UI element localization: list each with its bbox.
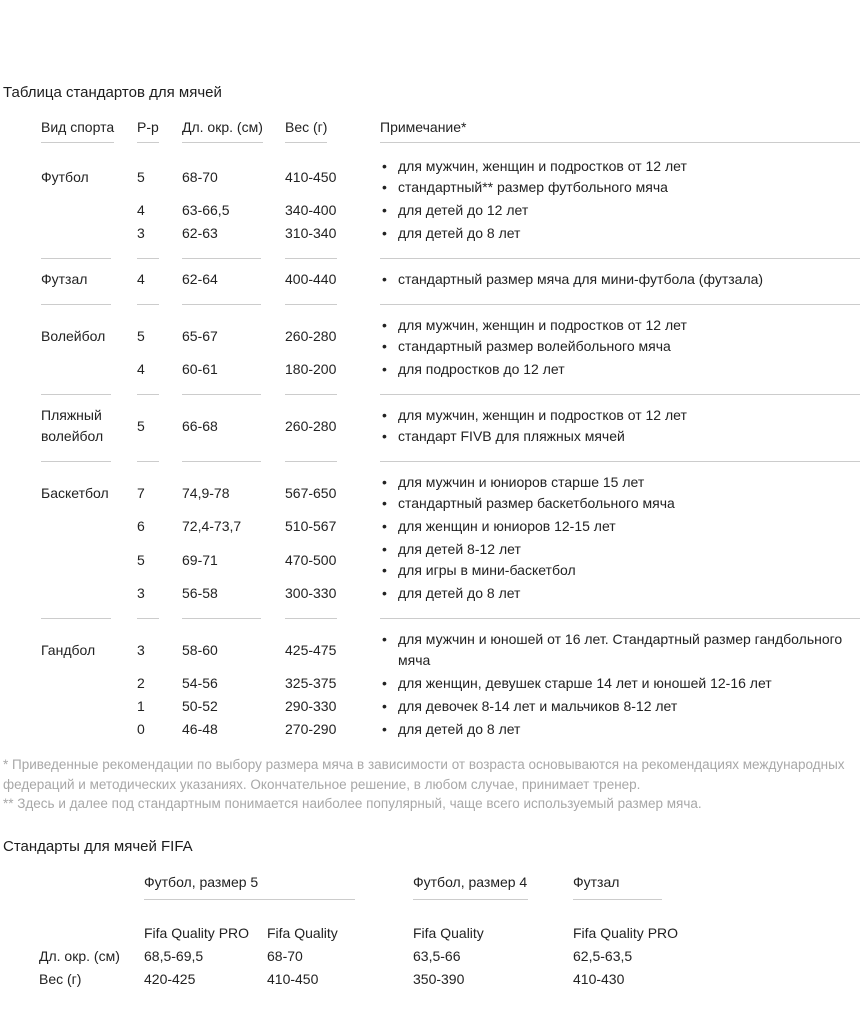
note-item: • для игры в мини-баскетбол: [380, 560, 860, 581]
table-row: [41, 672, 860, 695]
size-cell: 3: [137, 641, 145, 658]
fifa-grade-row: [39, 922, 868, 945]
separator-cell: [137, 618, 182, 619]
fifa-value-cell: 420-425: [144, 970, 196, 987]
note-item: • для детей до 8 лет: [380, 719, 860, 740]
note-item: • стандартный размер мяча для мини-футбола (футзала): [380, 269, 860, 290]
notes-cell: [380, 200, 860, 221]
separator-cell: [137, 394, 182, 395]
size-cell: 3: [137, 585, 145, 601]
table-row: [41, 695, 860, 718]
notes-cell: [380, 673, 860, 694]
table-row: [41, 155, 860, 199]
separator-line: [285, 618, 337, 619]
note-item: • для детей до 8 лет: [380, 583, 860, 604]
separator-cell: [137, 461, 182, 462]
table-row: [41, 718, 860, 741]
notes-list: [380, 629, 860, 671]
fifa-standards-table: [39, 872, 868, 991]
note-item: • стандартный размер волейбольного мяча: [380, 336, 860, 357]
notes-cell: [380, 516, 860, 537]
circumference-cell: 74,9-78: [182, 484, 230, 501]
fifa-weight-row: [39, 968, 868, 991]
separator-cell: [380, 258, 860, 259]
header-sport-cell: [41, 117, 137, 143]
standards-table-body: [41, 155, 860, 741]
separator-line: [41, 461, 111, 462]
footnotes-block: [3, 755, 868, 814]
separator-cell: [137, 304, 182, 305]
weight-cell: 310-340: [285, 225, 337, 241]
note-item: • для подростков до 12 лет: [380, 359, 860, 380]
note-item: • для мужчин и юношей от 16 лет. Стандартный размер гандбольного мяча: [380, 629, 860, 671]
size-cell: 5: [137, 168, 145, 185]
notes-list: [380, 223, 860, 244]
circumference-cell: 62-63: [182, 225, 218, 241]
notes-cell: [380, 539, 860, 581]
separator-line: [380, 618, 860, 619]
separator-line: [41, 304, 111, 305]
notes-list: [380, 539, 860, 581]
separator-cell: [380, 461, 860, 462]
notes-list: [380, 200, 860, 221]
footnote-1-line-1: * Приведенные рекомендации по выбору размера мяча в зависимости от возраста основываются на рекомендациях международных: [3, 757, 845, 772]
circumference-cell: 62-64: [182, 271, 218, 287]
fifa-row-label: Дл. окр. (см): [39, 947, 120, 964]
fifa-grade-cell: Fifa Quality PRO: [573, 924, 679, 941]
note-item: • стандартный** размер футбольного мяча: [380, 177, 860, 198]
sport-cell: Волейбол: [41, 327, 106, 344]
fifa-value-cell: 68,5-69,5: [144, 947, 204, 964]
notes-cell: [380, 629, 860, 671]
weight-cell: 260-280: [285, 417, 337, 434]
separator-line: [137, 618, 159, 619]
size-cell: 7: [137, 484, 145, 501]
sport-cell: Футзал: [41, 271, 88, 287]
group-separator: [41, 304, 860, 305]
notes-cell: [380, 269, 860, 290]
size-cell: 4: [137, 271, 145, 287]
separator-cell: [41, 618, 137, 619]
group-separator: [41, 258, 860, 259]
separator-cell: [182, 394, 285, 395]
notes-list: [380, 405, 860, 447]
separator-cell: [182, 618, 285, 619]
separator-line: [380, 394, 860, 395]
note-item: • для мужчин, женщин и подростков от 12 лет: [380, 156, 860, 177]
header-circumference-cell: [182, 117, 285, 143]
weight-cell: 270-290: [285, 721, 337, 737]
header-sport: Вид спорта: [41, 117, 114, 143]
separator-line: [137, 304, 159, 305]
separator-line: [380, 258, 860, 259]
separator-line: [41, 618, 111, 619]
table-row: [41, 515, 860, 538]
table-row: [41, 471, 860, 515]
weight-cell: 180-200: [285, 361, 337, 377]
separator-cell: [41, 394, 137, 395]
separator-cell: [285, 618, 380, 619]
weight-cell: 567-650: [285, 484, 337, 501]
fifa-value-cell: 410-430: [573, 970, 625, 987]
notes-cell: [380, 719, 860, 740]
separator-line: [41, 394, 111, 395]
notes-list: [380, 673, 860, 694]
notes-list: [380, 516, 860, 537]
group-separator: [41, 394, 860, 395]
weight-cell: 260-280: [285, 327, 337, 344]
footnote-1-line-2: федераций и методических указаниях. Окончательное решение, в любом случае, принимает тренер.: [3, 776, 641, 792]
circumference-cell: 56-58: [182, 585, 218, 601]
separator-cell: [380, 618, 860, 619]
ball-standards-table: [41, 117, 860, 741]
sport-cell: Пляжный волейбол: [41, 407, 104, 444]
header-size: Р-р: [137, 117, 159, 143]
notes-list: [380, 359, 860, 380]
notes-cell: [380, 223, 860, 244]
separator-cell: [41, 304, 137, 305]
circumference-cell: 72,4-73,7: [182, 518, 242, 534]
separator-line: [285, 394, 337, 395]
weight-cell: 410-450: [285, 168, 337, 185]
standards-table-header-row: [41, 117, 860, 143]
separator-cell: [380, 394, 860, 395]
notes-list: [380, 583, 860, 604]
fifa-grade-cell: Fifa Quality: [267, 924, 338, 941]
separator-cell: [182, 258, 285, 259]
separator-line: [285, 461, 337, 462]
separator-line: [285, 258, 337, 259]
separator-cell: [285, 258, 380, 259]
sport-cell: Гандбол: [41, 641, 96, 658]
notes-cell: [380, 315, 860, 357]
note-item: • стандартный размер баскетбольного мяча: [380, 493, 860, 514]
fifa-group-label: Футбол, размер 4: [413, 872, 528, 900]
note-item: • для девочек 8-14 лет и мальчиков 8-12 лет: [380, 696, 860, 717]
separator-line: [182, 461, 261, 462]
table-row: [41, 314, 860, 358]
size-cell: 5: [137, 417, 145, 434]
notes-cell: [380, 359, 860, 380]
header-note: Примечание*: [380, 117, 860, 143]
group-separator: [41, 618, 860, 619]
separator-cell: [285, 461, 380, 462]
note-item: • стандарт FIVB для пляжных мячей: [380, 426, 860, 447]
fifa-value-cell: 62,5-63,5: [573, 947, 633, 964]
notes-cell: [380, 405, 860, 447]
separator-cell: [137, 258, 182, 259]
separator-line: [285, 304, 337, 305]
fifa-group-header-row: [39, 872, 868, 900]
table-row: [41, 404, 860, 448]
fifa-table-title: Стандарты для мячей FIFA: [3, 837, 193, 855]
fifa-value-cell: 410-450: [267, 970, 319, 987]
size-cell: 6: [137, 518, 145, 534]
notes-list: [380, 719, 860, 740]
size-cell: 4: [137, 202, 145, 218]
size-cell: 0: [137, 721, 145, 737]
weight-cell: 325-375: [285, 675, 337, 691]
circumference-cell: 65-67: [182, 327, 218, 344]
separator-line: [41, 258, 111, 259]
header-circumference: Дл. окр. (см): [182, 117, 263, 143]
fifa-group-header-cell: [413, 872, 573, 900]
notes-cell: [380, 583, 860, 604]
table-row: [41, 582, 860, 605]
notes-list: [380, 472, 860, 514]
circumference-cell: 60-61: [182, 361, 218, 377]
fifa-grade-cell: Fifa Quality PRO: [144, 924, 250, 941]
separator-line: [137, 258, 159, 259]
separator-cell: [285, 304, 380, 305]
fifa-circumference-row: [39, 945, 868, 968]
separator-cell: [182, 461, 285, 462]
weight-cell: 510-567: [285, 518, 337, 534]
circumference-cell: 69-71: [182, 551, 218, 568]
footnote-2: ** Здесь и далее под стандартным понимается наиболее популярный, чаще всего используемый размер мяча.: [3, 796, 702, 811]
size-cell: 4: [137, 361, 145, 377]
notes-cell: [380, 696, 860, 717]
header-note-cell: [380, 117, 860, 143]
table-row: [41, 268, 860, 291]
separator-cell: [41, 461, 137, 462]
notes-cell: [380, 156, 860, 198]
note-item: • для мужчин, женщин и подростков от 12 лет: [380, 405, 860, 426]
circumference-cell: 54-56: [182, 675, 218, 691]
weight-cell: 340-400: [285, 202, 337, 218]
weight-cell: 290-330: [285, 698, 337, 714]
sport-cell: Баскетбол: [41, 484, 109, 501]
size-cell: 1: [137, 698, 145, 714]
note-item: • для детей до 8 лет: [380, 223, 860, 244]
table-row: [41, 358, 860, 381]
separator-cell: [380, 304, 860, 305]
notes-list: [380, 696, 860, 717]
header-weight: Вес (г): [285, 117, 327, 143]
notes-list: [380, 315, 860, 357]
circumference-cell: 58-60: [182, 641, 218, 658]
size-cell: 5: [137, 551, 145, 568]
weight-cell: 425-475: [285, 641, 337, 658]
separator-line: [380, 304, 860, 305]
size-cell: 5: [137, 327, 145, 344]
note-item: • для детей до 12 лет: [380, 200, 860, 221]
fifa-group-label: Футбол, размер 5: [144, 872, 355, 900]
circumference-cell: 46-48: [182, 721, 218, 737]
separator-line: [137, 394, 159, 395]
separator-line: [182, 258, 261, 259]
separator-line: [182, 618, 261, 619]
notes-list: [380, 269, 860, 290]
separator-line: [137, 461, 159, 462]
circumference-cell: 50-52: [182, 698, 218, 714]
separator-cell: [41, 258, 137, 259]
table-row: [41, 628, 860, 672]
fifa-value-cell: 68-70: [267, 947, 303, 964]
fifa-value-cell: 63,5-66: [413, 947, 461, 964]
fifa-row-label: Вес (г): [39, 970, 82, 987]
weight-cell: 300-330: [285, 585, 337, 601]
notes-list: [380, 156, 860, 198]
table-row: [41, 222, 860, 245]
note-item: • для женщин и юниоров 12-15 лет: [380, 516, 860, 537]
table-row: [41, 199, 860, 222]
separator-cell: [285, 394, 380, 395]
sport-cell: Футбол: [41, 168, 89, 185]
circumference-cell: 68-70: [182, 168, 218, 185]
size-cell: 3: [137, 225, 145, 241]
circumference-cell: 66-68: [182, 417, 218, 434]
size-cell: 2: [137, 675, 145, 691]
separator-line: [380, 461, 860, 462]
fifa-value-cell: 350-390: [413, 970, 465, 987]
fifa-group-label: Футзал: [573, 872, 662, 900]
fifa-group-header-cell: [144, 872, 413, 900]
note-item: • для мужчин и юниоров старше 15 лет: [380, 472, 860, 493]
note-item: • для женщин, девушек старше 14 лет и юношей 12-16 лет: [380, 673, 860, 694]
circumference-cell: 63-66,5: [182, 202, 230, 218]
standards-table-title: Таблица стандартов для мячей: [3, 84, 222, 101]
fifa-group-header-cell: [573, 872, 868, 900]
note-item: • для мужчин, женщин и подростков от 12 лет: [380, 315, 860, 336]
weight-cell: 470-500: [285, 551, 337, 568]
header-size-cell: [137, 117, 182, 143]
note-item: • для детей 8-12 лет: [380, 539, 860, 560]
separator-cell: [182, 304, 285, 305]
separator-line: [182, 394, 261, 395]
fifa-grade-cell: Fifa Quality: [413, 924, 484, 941]
weight-cell: 400-440: [285, 271, 337, 287]
separator-line: [182, 304, 261, 305]
notes-cell: [380, 472, 860, 514]
group-separator: [41, 461, 860, 462]
header-weight-cell: [285, 117, 380, 143]
table-row: [41, 538, 860, 582]
